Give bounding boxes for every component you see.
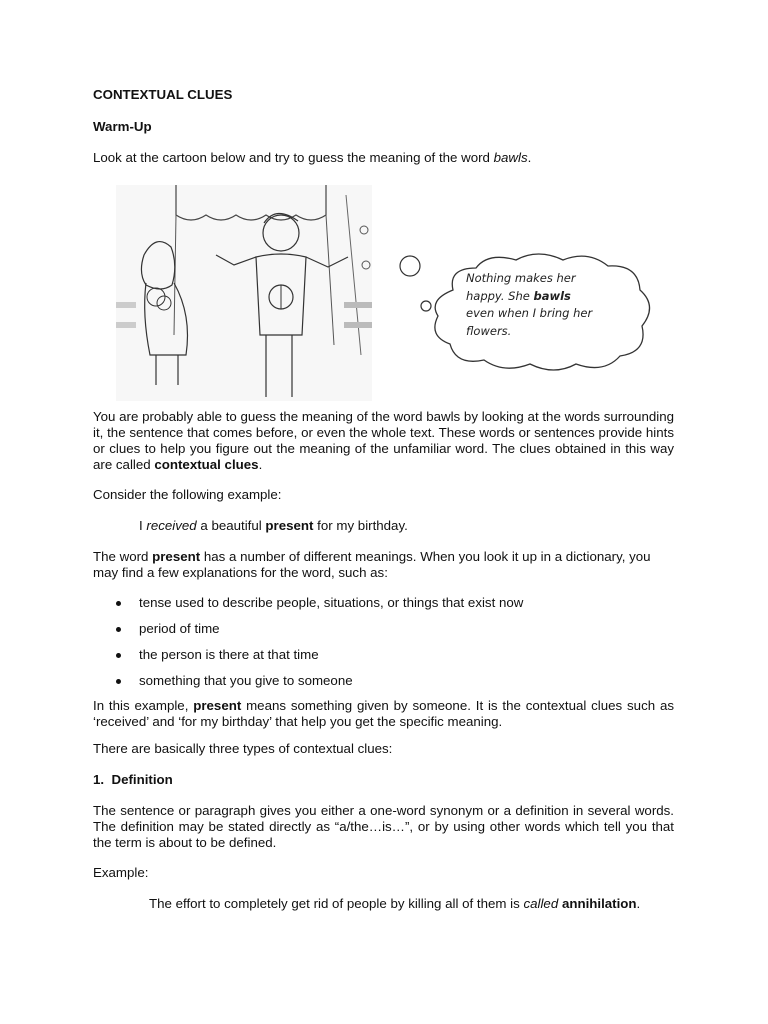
list-item-text: something that you give to someone bbox=[139, 673, 353, 688]
example-2-italic: called bbox=[523, 896, 559, 911]
types-intro: There are basically three types of contextual clues: bbox=[93, 741, 393, 756]
list-item bbox=[94, 646, 694, 672]
paragraph-2-bold: present bbox=[152, 549, 201, 564]
paragraph-1-bold: contextual clues bbox=[154, 457, 259, 472]
bullet-icon bbox=[116, 601, 121, 606]
example-label: Example: bbox=[93, 865, 149, 880]
warmup-instruction-end: . bbox=[527, 150, 532, 165]
warmup-instruction-text: Look at the cartoon below and try to guess the meaning of the word bbox=[93, 150, 494, 165]
paragraph-3-bold: present bbox=[193, 698, 242, 713]
bubble-line-3: even when I bring her bbox=[466, 306, 593, 320]
meaning-list bbox=[94, 594, 694, 698]
bubble-line-2-text: happy. She bbox=[466, 288, 534, 303]
bubble-line-2 bbox=[466, 288, 626, 306]
paragraph-present-meanings bbox=[93, 549, 674, 581]
list-item bbox=[94, 620, 694, 646]
example-1-prefix: I bbox=[139, 518, 147, 533]
page-title: CONTEXTUAL CLUES bbox=[93, 87, 233, 102]
example-1-italic: received bbox=[146, 518, 197, 533]
warmup-instruction-word: bawls bbox=[493, 150, 528, 165]
example-sentence-1 bbox=[139, 518, 679, 534]
example-2-prefix: The effort to completely get rid of people by killing all of them is bbox=[149, 896, 524, 911]
paragraph-3-prefix: In this example, bbox=[93, 698, 194, 713]
bubble-line-1: Nothing makes her bbox=[466, 271, 576, 285]
bullet-icon bbox=[116, 679, 121, 684]
section-definition-text: The sentence or paragraph gives you either a one-word synonym or a definition in several words. The definition may be stated directly as “a/the…is…”, or by using other words which tell you that the term is about to be defined. bbox=[93, 803, 674, 850]
warmup-instruction bbox=[93, 150, 693, 166]
example-sentence-2 bbox=[149, 896, 689, 912]
bullet-icon bbox=[116, 627, 121, 632]
example-1-bold: present bbox=[265, 518, 314, 533]
example-2-end: . bbox=[636, 896, 641, 911]
bubble-line-4: flowers. bbox=[466, 323, 512, 338]
paragraph-2-prefix: The word bbox=[93, 549, 153, 564]
warmup-heading: Warm-Up bbox=[93, 119, 152, 134]
consider-text: Consider the following example: bbox=[93, 487, 282, 502]
section-definition-heading: 1. Definition bbox=[93, 772, 173, 787]
bubble-line-2-bold: bawls bbox=[533, 288, 571, 303]
list-item-text: the person is there at that time bbox=[139, 647, 319, 662]
example-1-suffix: for my birthday. bbox=[313, 518, 408, 533]
cartoon-illustration bbox=[116, 185, 372, 401]
list-item bbox=[94, 594, 694, 620]
thought-bubble-text bbox=[466, 270, 626, 340]
paragraph-3-suffix: means something given by someone. It is the contextual clues such as ‘received’ and ‘for my birthday’ that help you get the specific meaning. bbox=[93, 698, 674, 729]
list-item-text: period of time bbox=[139, 621, 220, 636]
paragraph-1-text: You are probably able to guess the meaning of the word bawls by looking at the words surrounding it, the sentence that comes before, or even the whole text. These words or sentences provide hints or clues to help you figure out the meaning of the unfamiliar word. The clues obtained in this way are called bbox=[93, 409, 674, 472]
bullet-icon bbox=[116, 653, 121, 658]
paragraph-2-suffix: has a number of different meanings. When you look it up in a dictionary, you may find a few explanations for the word, such as: bbox=[93, 549, 651, 580]
list-item bbox=[94, 672, 694, 698]
paragraph-contextual-clues bbox=[93, 409, 674, 473]
paragraph-example-explanation bbox=[93, 698, 674, 730]
list-item-text: tense used to describe people, situations, or things that exist now bbox=[139, 595, 524, 610]
example-2-bold: annihilation bbox=[561, 896, 637, 911]
example-1-middle: a beautiful bbox=[196, 518, 266, 533]
paragraph-1-end: . bbox=[258, 457, 263, 472]
